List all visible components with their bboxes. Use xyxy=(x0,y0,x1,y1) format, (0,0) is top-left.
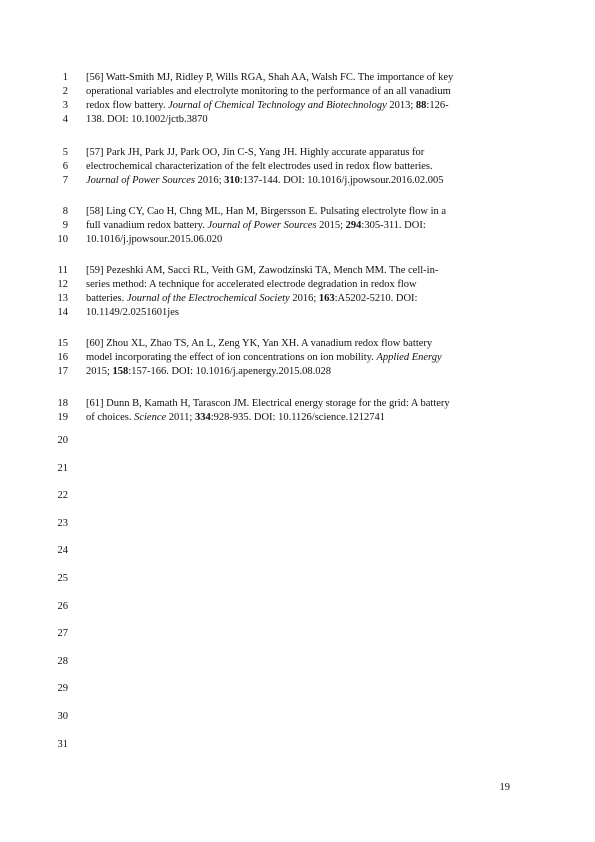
text-segment: of choices. xyxy=(86,412,135,423)
text-segment: 2015; xyxy=(86,366,113,377)
text-segment: :305-311. DOI: xyxy=(361,220,426,231)
reference-text xyxy=(86,365,331,379)
text-segment: 10.1016/j.jpowsour.2015.06.020 xyxy=(86,234,223,245)
reference-text xyxy=(86,278,417,292)
text-segment: :137-144. DOI: 10.1016/j.jpowsour.2016.02.005 xyxy=(239,175,444,186)
text-segment: 2011; xyxy=(166,412,195,423)
text-segment: operational variables and electrolyte monitoring to the performance of an all vanadium xyxy=(86,86,451,97)
reference-text xyxy=(86,205,446,219)
volume-number: 310 xyxy=(224,175,240,186)
text-segment: [56] Watt-Smith MJ, Ridley P, Wills RGA, Shah AA, Walsh FC. The importance of key xyxy=(86,72,454,83)
volume-number: 334 xyxy=(194,412,211,423)
reference-line xyxy=(0,397,595,411)
text-segment: 138. DOI: 10.1002/jctb.3870 xyxy=(86,114,208,125)
reference-text xyxy=(86,306,179,320)
line-number: 22 xyxy=(57,490,68,502)
line-number: 9 xyxy=(62,220,68,231)
volume-number: 158 xyxy=(112,366,129,377)
reference-text xyxy=(86,160,433,174)
empty-line xyxy=(0,682,595,696)
page-number: 19 xyxy=(499,782,510,793)
line-number: 5 xyxy=(62,147,68,158)
line-number: 2 xyxy=(62,86,68,97)
line-number: 29 xyxy=(57,683,68,695)
reference-line xyxy=(0,233,595,247)
text-segment: 10.1149/2.0251601jes xyxy=(86,307,179,318)
journal-title: Journal of the Electrochemical Society xyxy=(126,293,290,304)
empty-line xyxy=(0,434,595,448)
reference-line xyxy=(0,219,595,233)
reference-line xyxy=(0,278,595,292)
reference-line xyxy=(0,205,595,219)
reference-line xyxy=(0,113,595,127)
reference-text xyxy=(86,71,453,85)
line-number: 31 xyxy=(57,738,68,750)
line-number: 30 xyxy=(57,711,68,722)
line-number: 17 xyxy=(57,366,68,377)
volume-number: 294 xyxy=(345,220,362,231)
volume-number: 163 xyxy=(318,293,335,304)
reference-line xyxy=(0,292,595,306)
reference-line xyxy=(0,174,595,188)
empty-line xyxy=(0,517,595,531)
reference-line xyxy=(0,264,595,278)
text-segment: series method: A technique for accelerated electrode degradation in redox flow xyxy=(86,279,417,290)
reference-text xyxy=(86,146,424,160)
text-segment: 2013; xyxy=(386,100,416,111)
text-segment: 2016; xyxy=(194,175,225,186)
empty-line xyxy=(0,544,595,558)
line-number: 20 xyxy=(57,435,68,446)
line-number: 21 xyxy=(57,462,68,474)
journal-title: Journal of Power Sources xyxy=(207,220,317,231)
line-number: 23 xyxy=(57,517,68,529)
reference-text xyxy=(86,337,432,351)
empty-line xyxy=(0,655,595,669)
line-number: 6 xyxy=(62,161,68,172)
line-number: 24 xyxy=(57,545,68,557)
text-segment: [60] Zhou XL, Zhao TS, An L, Zeng YK, Yan XH. A vanadium redox flow battery xyxy=(86,338,433,349)
reference-text xyxy=(86,233,222,247)
line-number: 15 xyxy=(57,338,68,349)
empty-line xyxy=(0,572,595,586)
reference-text xyxy=(86,264,438,278)
line-number: 8 xyxy=(62,206,68,217)
reference-line xyxy=(0,160,595,174)
reference-line xyxy=(0,351,595,365)
reference-line xyxy=(0,99,595,113)
reference-line xyxy=(0,146,595,160)
line-number: 10 xyxy=(57,234,68,245)
reference-text xyxy=(86,85,451,99)
line-number: 3 xyxy=(62,100,68,111)
line-number: 27 xyxy=(57,628,68,640)
reference-line xyxy=(0,365,595,379)
text-segment: :A5202-5210. DOI: xyxy=(334,293,418,304)
text-segment: [58] Ling CY, Cao H, Chng ML, Han M, Birgersson E. Pulsating electrolyte flow in a xyxy=(86,206,447,217)
journal-title: Journal of Power Sources xyxy=(86,175,195,186)
line-number: 12 xyxy=(57,279,68,290)
line-number: 4 xyxy=(62,114,68,125)
text-segment: [61] Dunn B, Kamath H, Tarascon JM. Electrical energy storage for the grid: A battery xyxy=(86,398,450,409)
text-segment: [59] Pezeshki AM, Sacci RL, Veith GM, Zawodzinski TA, Mench MM. The cell-in- xyxy=(86,265,439,276)
text-segment: 2016; xyxy=(289,293,319,304)
text-segment: model incorporating the effect of ion concentrations on ion mobility. xyxy=(86,352,377,363)
volume-number: 88 xyxy=(415,100,427,111)
line-number: 28 xyxy=(57,655,68,667)
text-segment: full vanadium redox battery. xyxy=(86,220,208,231)
line-number: 1 xyxy=(62,72,68,83)
reference-line xyxy=(0,411,595,425)
reference-text xyxy=(86,99,449,113)
reference-line xyxy=(0,306,595,320)
journal-title: Applied Energy xyxy=(376,352,442,363)
reference-line xyxy=(0,71,595,85)
reference-text xyxy=(86,174,444,188)
reference-text xyxy=(86,411,385,425)
reference-text xyxy=(86,113,208,127)
text-segment: :126- xyxy=(426,100,449,111)
reference-text xyxy=(86,351,442,365)
empty-line xyxy=(0,710,595,724)
empty-line xyxy=(0,489,595,503)
empty-line xyxy=(0,627,595,641)
text-segment: :157-166. DOI: 10.1016/j.apenergy.2015.08.028 xyxy=(128,366,331,377)
reference-text xyxy=(86,397,450,411)
empty-line xyxy=(0,462,595,476)
text-segment: batteries. xyxy=(86,293,127,304)
line-number: 13 xyxy=(57,293,68,304)
journal-title: Science xyxy=(134,412,167,423)
empty-line xyxy=(0,738,595,752)
text-segment: redox flow battery. xyxy=(86,100,169,111)
journal-title: Journal of Chemical Technology and Biotechnology xyxy=(168,100,387,111)
reference-line xyxy=(0,85,595,99)
empty-line xyxy=(0,600,595,614)
line-number: 19 xyxy=(57,412,68,423)
reference-line xyxy=(0,337,595,351)
line-number: 18 xyxy=(57,398,68,409)
text-segment: electrochemical characterization of the felt electrodes used in redox flow batteries. xyxy=(86,161,433,172)
line-number: 11 xyxy=(57,265,68,276)
reference-text xyxy=(86,219,426,233)
text-segment: [57] Park JH, Park JJ, Park OO, Jin C-S, Yang JH. Highly accurate apparatus for xyxy=(86,147,425,158)
line-number: 16 xyxy=(57,352,68,363)
text-segment: 2015; xyxy=(316,220,346,231)
line-number: 25 xyxy=(57,573,68,584)
line-number: 7 xyxy=(62,175,68,186)
line-number: 14 xyxy=(57,307,68,318)
line-number: 26 xyxy=(57,600,68,612)
text-segment: :928-935. DOI: 10.1126/science.1212741 xyxy=(210,412,385,423)
reference-text xyxy=(86,292,417,306)
